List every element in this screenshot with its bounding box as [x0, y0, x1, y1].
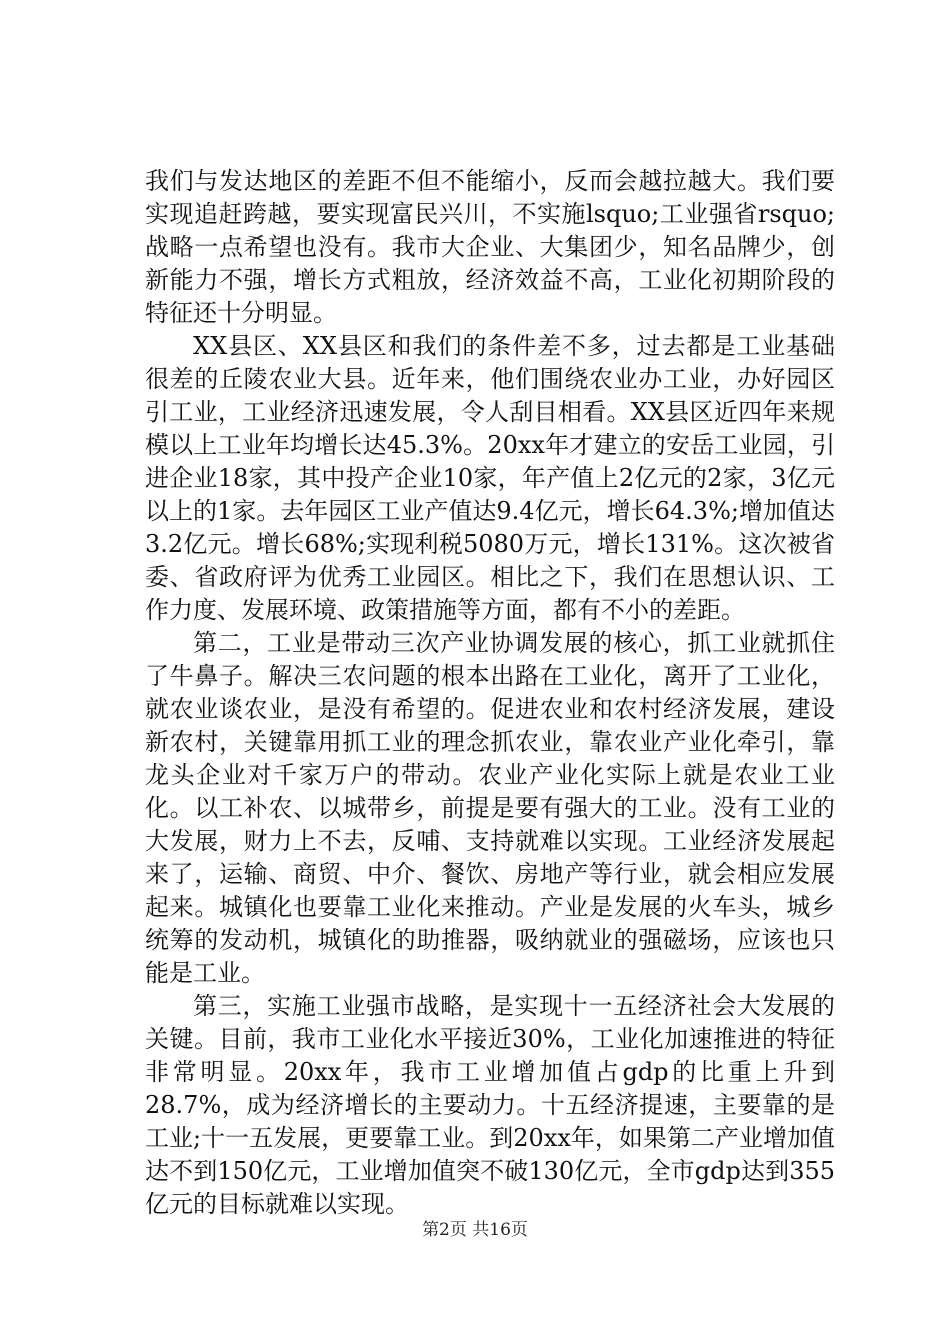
paragraph-intro: 我们与发达地区的差距不但不能缩小，反而会越拉越大。我们要实现追赶跨越，要实现富民兴川，不实施lsquo;工业强省rsquo;战略一点希望也没有。我市大企业、大集团少，知名品牌少，创新能力不强，增长方式粗放，经济效益不高，工业化初期阶段的特征还十分明显。	[145, 167, 835, 327]
paragraph-point-three: 第三，实施工业强市战略，是实现十一五经济社会大发展的关键。目前，我市工业化水平接近30%，工业化加速推进的特征非常明显。20xx年，我市工业增加值占gdp的比重上升到28.7%，成为经济增长的主要动力。十五经济提速，主要靠的是工业;十一五发展，更要靠工业。到20xx年，如果第二产业增加值达不到150亿元，工业增加值突不破130亿元，全市gdp达到355亿元的目标就难以实现。	[145, 992, 835, 1218]
document-body	[145, 165, 835, 1221]
page-number-footer: 第2页 共16页	[422, 1220, 528, 1240]
paragraph-county-comparison: XX县区、XX县区和我们的条件差不多，过去都是工业基础很差的丘陵农业大县。近年来，他们围绕农业办工业，办好园区引工业，工业经济迅速发展，令人刮目相看。XX县区近四年来规模以上工业年均增长达45.3%。20xx年才建立的安岳工业园，引进企业18家，其中投产企业10家，年产值上2亿元的2家，3亿元以上的1家。去年园区工业产值达9.4亿元，增长64.3%;增加值达3.2亿元。增长68%;实现利税5080万元，增长131%。这次被省委、省政府评为优秀工业园区。相比之下，我们在思想认识、工作力度、发展环境、政策措施等方面，都有不小的差距。	[145, 332, 835, 624]
paragraph-point-two: 第二，工业是带动三次产业协调发展的核心，抓工业就抓住了牛鼻子。解决三农问题的根本出路在工业化，离开了工业化，就农业谈农业，是没有希望的。促进农业和农村经济发展，建设新农村，关键靠用抓工业的理念抓农业，靠农业产业化牵引，靠龙头企业对千家万户的带动。农业产业化实际上就是农业工业化。以工补农、以城带乡，前提是要有强大的工业。没有工业的大发展，财力上不去，反哺、支持就难以实现。工业经济发展起来了，运输、商贸、中介、餐饮、房地产等行业，就会相应发展起来。城镇化也要靠工业化来推动。产业是发展的火车头，城乡统筹的发动机，城镇化的助推器，吸纳就业的强磁场，应该也只能是工业。	[145, 629, 835, 987]
